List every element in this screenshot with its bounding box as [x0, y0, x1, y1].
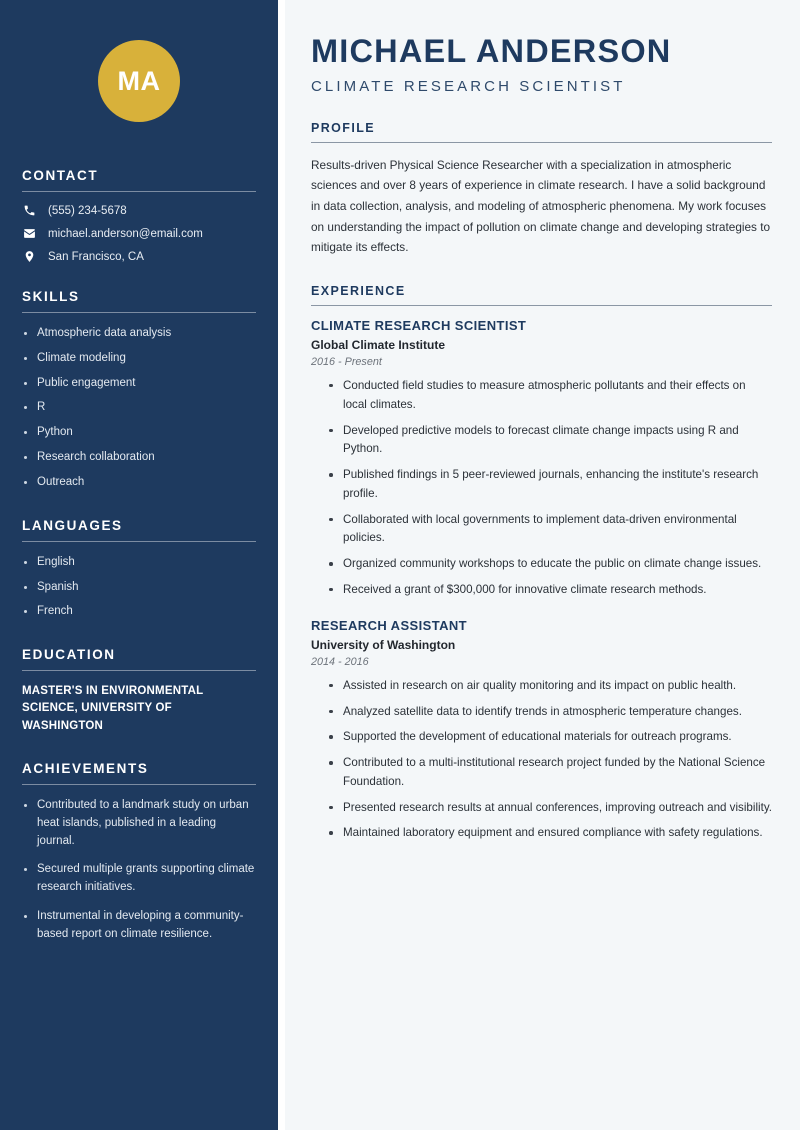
job-subtitle: CLIMATE RESEARCH SCIENTIST: [311, 77, 626, 95]
column-gap: [278, 0, 285, 1130]
list-item: Assisted in research on air quality monitoring and its impact on public health.: [327, 677, 772, 696]
divider: [22, 312, 256, 313]
list-item: Organized community workshops to educate the public on climate change issues.: [327, 555, 772, 574]
profile-text: Results-driven Physical Science Researcher with a specialization in atmospheric sciences and over 8 years of experience in climate research. I have a solid background in data collection, analysis, and modeling of atmospheric phenomena. My work focuses on understanding the impact of pollution on climate change and developing strategies to mitigate its effects.: [311, 157, 771, 255]
list-item: Secured multiple grants supporting climate research initiatives.: [22, 861, 256, 897]
sidebar-heading-skills: SKILLS: [22, 289, 80, 304]
list-item: Research collaboration: [22, 449, 256, 467]
list-item: Atmospheric data analysis: [22, 325, 256, 343]
sidebar-section-languages: [22, 518, 256, 621]
phone-icon: [22, 204, 36, 217]
list-item: Supported the development of educational materials for outreach programs.: [327, 728, 772, 747]
list-item: Received a grant of $300,000 for innovative climate research methods.: [327, 581, 772, 600]
location-pin-icon: [22, 250, 36, 263]
page-title: MICHAEL ANDERSON: [311, 33, 672, 69]
experience-title: CLIMATE RESEARCH SCIENTIST: [311, 317, 527, 333]
list-item: French: [22, 603, 256, 621]
avatar: MA: [98, 40, 180, 122]
avatar-container: [22, 0, 256, 168]
divider: [22, 191, 256, 192]
skills-list: [22, 325, 256, 492]
contact-item-email[interactable]: [22, 227, 256, 240]
list-item: Developed predictive models to forecast climate change impacts using R and Python.: [327, 422, 772, 460]
main-heading-experience: EXPERIENCE: [311, 283, 406, 298]
experience-bullets: [311, 377, 772, 600]
sidebar-heading-education: EDUCATION: [22, 647, 116, 663]
list-item: Analyzed satellite data to identify trends in atmospheric temperature changes.: [327, 703, 772, 722]
experience-dates: 2016 - Present: [311, 355, 382, 368]
experience-bullets: [311, 677, 772, 843]
contact-item-phone[interactable]: [22, 204, 256, 217]
sidebar-heading-achievements: ACHIEVEMENTS: [22, 760, 149, 776]
experience-company: Global Climate Institute: [311, 337, 446, 352]
divider: [22, 784, 256, 785]
contact-item-location[interactable]: [22, 250, 256, 263]
divider: [311, 305, 772, 306]
list-item: Outreach: [22, 474, 256, 492]
list-item: Contributed to a landmark study on urban heat islands, published in a leading journal.: [22, 797, 256, 850]
divider: [22, 670, 256, 671]
experience-title: RESEARCH ASSISTANT: [311, 617, 467, 633]
main-content: [285, 0, 800, 1130]
contact-value-phone: (555) 234-5678: [48, 204, 127, 217]
sidebar-heading-languages: LANGUAGES: [22, 517, 123, 533]
contact-value-email: michael.anderson@email.com: [48, 227, 203, 240]
divider: [22, 541, 256, 542]
list-item: Presented research results at annual conferences, improving outreach and visibility.: [327, 799, 772, 818]
list-item: Maintained laboratory equipment and ensured compliance with safety regulations.: [327, 824, 772, 843]
experience-dates: 2014 - 2016: [311, 655, 369, 668]
contact-value-location: San Francisco, CA: [48, 250, 144, 263]
experience-entry: [311, 318, 772, 600]
list-item: Conducted field studies to measure atmospheric pollutants and their effects on local climates.: [327, 377, 772, 415]
list-item: English: [22, 554, 256, 572]
list-item: Contributed to a multi-institutional research project funded by the National Science Foundation.: [327, 754, 772, 792]
list-item: R: [22, 399, 256, 417]
divider: [311, 142, 772, 143]
main-heading-profile: PROFILE: [311, 120, 375, 135]
section-profile: [311, 121, 772, 258]
list-item: Instrumental in developing a community-based report on climate resilience.: [22, 908, 256, 944]
list-item: Published findings in 5 peer-reviewed journals, enhancing the institute's research profile.: [327, 466, 772, 504]
list-item: Climate modeling: [22, 350, 256, 368]
sidebar-section-contact: [22, 168, 256, 263]
achievements-list: [22, 797, 256, 944]
envelope-icon: [22, 227, 36, 240]
sidebar-section-education: [22, 647, 256, 735]
experience-company: University of Washington: [311, 637, 456, 652]
section-experience: [311, 284, 772, 843]
sidebar: [0, 0, 278, 1130]
experience-entry: [311, 618, 772, 843]
sidebar-section-achievements: [22, 761, 256, 944]
sidebar-section-skills: [22, 289, 256, 492]
sidebar-heading-contact: CONTACT: [22, 168, 99, 183]
list-item: Python: [22, 424, 256, 442]
education-entry: MASTER'S IN ENVIRONMENTAL SCIENCE, UNIVERSITY OF WASHINGTON: [22, 685, 204, 732]
list-item: Spanish: [22, 579, 256, 597]
languages-list: [22, 554, 256, 621]
list-item: Collaborated with local governments to implement data-driven environmental policies.: [327, 511, 772, 549]
list-item: Public engagement: [22, 375, 256, 393]
